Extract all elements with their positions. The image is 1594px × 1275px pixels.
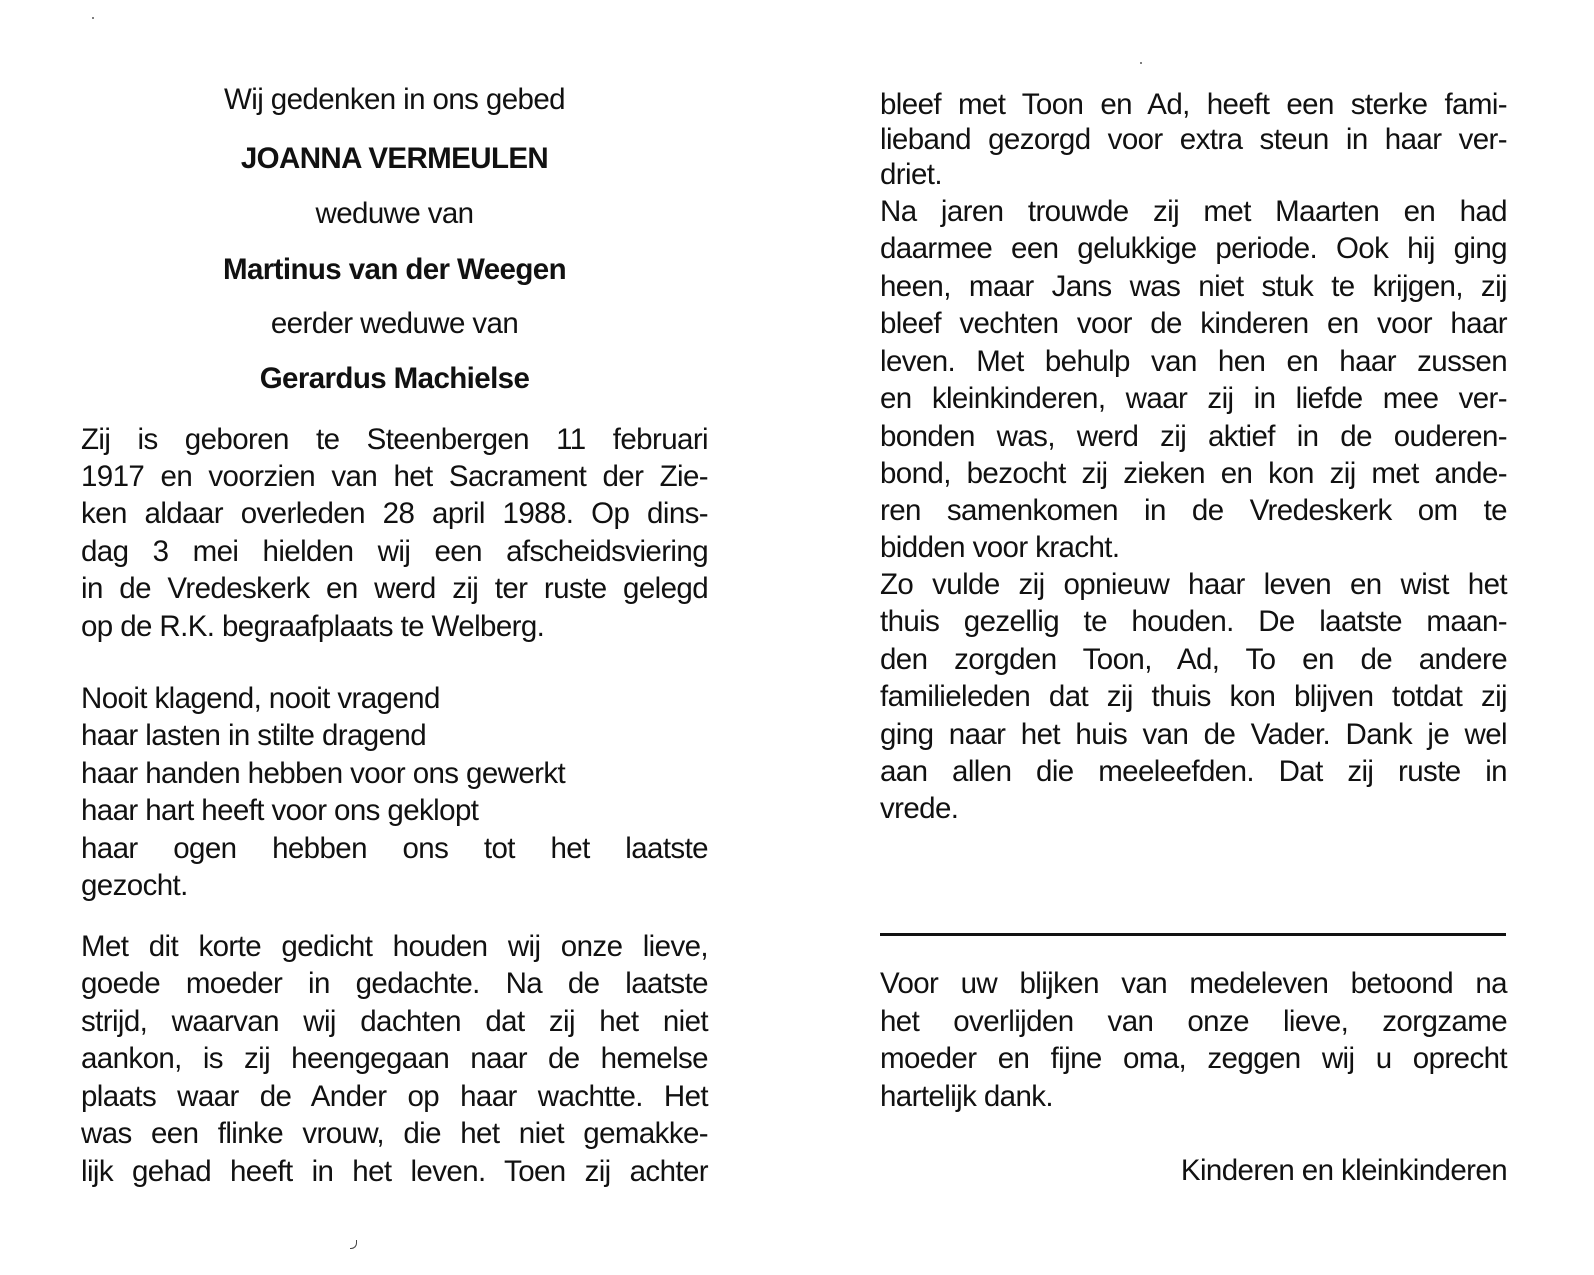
scan-speck [1140, 62, 1142, 64]
text-line: thuis gezellig te houden. De laatste maan- [880, 605, 1507, 638]
text-line: plaats waar de Ander op haar wachtte. Het [81, 1080, 708, 1113]
poem-line: haar hart heeft voor ons geklopt [81, 794, 479, 827]
widow-of-label-2: eerder weduwe van [270, 307, 519, 340]
text-line: Na jaren trouwde zij met Maarten en had [880, 195, 1507, 228]
text-line: 1917 en voorzien van het Sacrament der Zie- [81, 460, 708, 493]
text-line: ken aldaar overleden 28 april 1988. Op dins- [81, 497, 708, 530]
text-line: Zo vulde zij opnieuw haar leven en wist het [880, 568, 1507, 601]
text-line: heen, maar Jans was niet stuk te krijgen, zij [880, 270, 1507, 303]
text-line: bond, bezocht zij zieken en kon zij met ande- [880, 457, 1507, 490]
text-line: driet. [880, 158, 942, 191]
signature: Kinderen en kleinkinderen [1180, 1154, 1507, 1187]
text-line: lijk gehad heeft in het leven. Toen zij achter [81, 1155, 708, 1188]
text-line: ren samenkomen in de Vredeskerk om te [880, 494, 1507, 527]
divider-rule [880, 933, 1506, 936]
text-line: ging naar het huis van de Vader. Dank je wel [880, 718, 1507, 751]
text-line: Voor uw blijken van medeleven betoond na [880, 967, 1507, 1000]
text-line: was een flinke vrouw, die het niet gemakke- [81, 1117, 708, 1150]
text-line: bleef vechten voor de kinderen en voor haar [880, 307, 1507, 340]
text-line: bidden voor kracht. [880, 531, 1120, 564]
widow-of-label-1: weduwe van [315, 197, 474, 230]
poem-line: Nooit klagend, nooit vragend [81, 682, 440, 715]
text-line: den zorgden Toon, Ad, To en de andere [880, 643, 1507, 676]
text-line: goede moeder in gedachte. Na de laatste [81, 967, 708, 1000]
text-line: bleef met Toon en Ad, heeft een sterke fami- [880, 88, 1507, 121]
text-line: Zij is geboren te Steenbergen 11 februari [81, 423, 708, 456]
text-line: dag 3 mei hielden wij een afscheidsviering [81, 535, 708, 568]
text-line: leven. Met behulp van hen en haar zussen [880, 345, 1507, 378]
husband-name-1: Martinus van der Weegen [222, 253, 567, 286]
text-line: het overlijden van onze lieve, zorgzame [880, 1005, 1507, 1038]
husband-name-2: Gerardus Machielse [259, 362, 530, 395]
text-line: familieleden dat zij thuis kon blijven totdat zij [880, 680, 1507, 713]
deceased-name: JOANNA VERMEULEN [240, 142, 549, 175]
text-line: daarmee een gelukkige periode. Ook hij ging [880, 232, 1507, 265]
intro-line: Wij gedenken in ons gebed [224, 83, 565, 116]
poem-line: haar ogen hebben ons tot het laatste [81, 832, 708, 865]
poem-line: haar lasten in stilte dragend [81, 719, 427, 752]
scan-speck [92, 17, 94, 19]
text-line: vrede. [880, 792, 959, 825]
poem-line: haar handen hebben voor ons gewerkt [81, 757, 566, 790]
text-line: en kleinkinderen, waar zij in liefde mee ver- [880, 382, 1507, 415]
text-line: lieband gezorgd voor extra steun in haar ver- [880, 123, 1507, 156]
text-line: moeder en fijne oma, zeggen wij u oprecht [880, 1042, 1507, 1075]
text-line: aan allen die meeleefden. Dat zij ruste in [880, 755, 1507, 788]
poem-line: gezocht. [81, 869, 188, 902]
text-line: aankon, is zij heengegaan naar de hemelse [81, 1042, 708, 1075]
text-line: hartelijk dank. [880, 1080, 1054, 1113]
text-line: in de Vredeskerk en werd zij ter ruste gelegd [81, 572, 708, 605]
text-line: bonden was, werd zij aktief in de ouderen- [880, 420, 1507, 453]
text-line: op de R.K. begraafplaats te Welberg. [81, 610, 545, 643]
text-line: Met dit korte gedicht houden wij onze lieve, [81, 930, 708, 963]
scan-mark [350, 1240, 357, 1249]
text-line: strijd, waarvan wij dachten dat zij het niet [81, 1005, 708, 1038]
